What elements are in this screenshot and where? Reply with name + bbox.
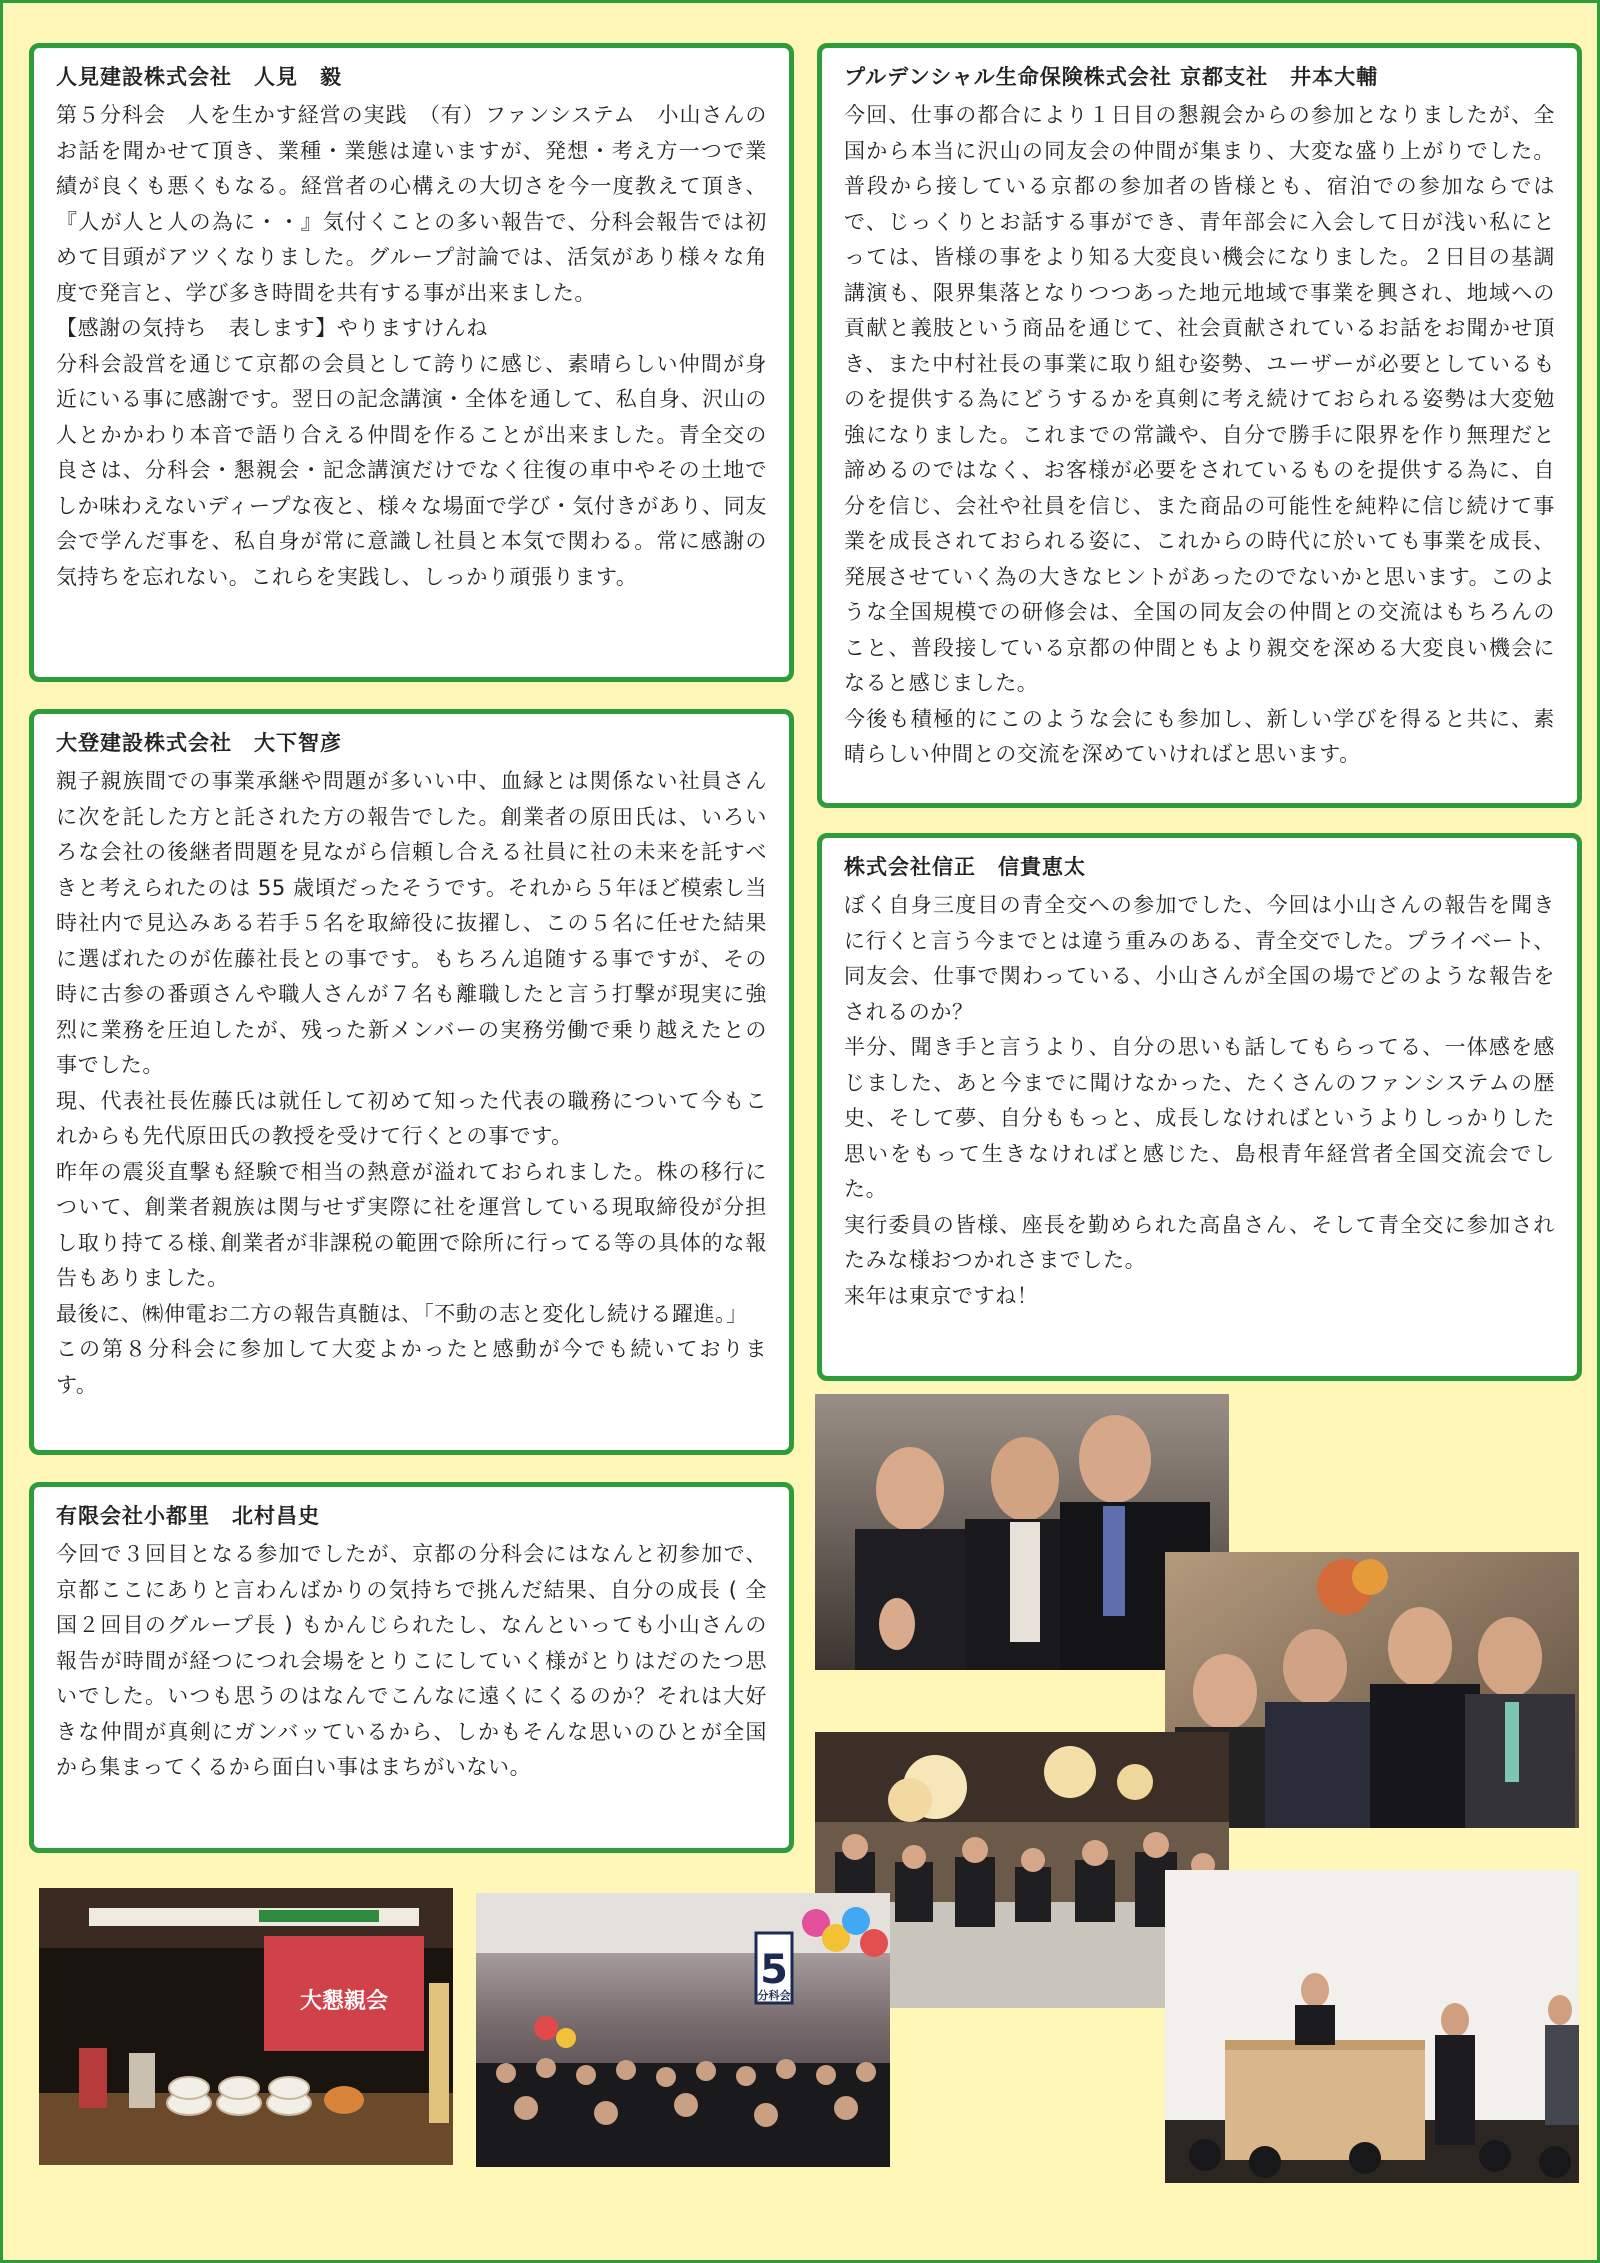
article-paragraph: 来年は東京ですね！ [844, 1283, 1039, 1308]
article-paragraph: 親子親族間での事業承継や問題が多いい中、血縁とは関係ない社員さんに次を託した方と託された方の報告でした。創業者の原田氏は、いろいろな会社の後継者問題を見ながら信頼し合える社員に社の未来を託すべきと考えられたのは 55 歳頃だったそうです。それから５年ほど模索し当時社内で見込みある若手５名を取締役に抜擢し、この５名に任せた結果に選ばれたのが佐藤社長との事です。もちろん追随する事ですが、その時に古参の番頭さんや職人さんが７名も離職したと言う打撃が現実に強烈に業務を圧迫したが、残った新メンバーの実務労働で乗り越えたとの事でした。 [56, 769, 767, 1077]
article-paragraph: 第５分科会 人を生かす経営の実践 （有）ファンシステム 小山さんのお話を聞かせて頂き、業種・業態は違いますが、発想・考え方一つで業績が良くも悪くもなる。経営者の心構えの大切さを今一度教えて頂き、『人が人と人の為に・・』気付くことの多い報告で、分科会報告では初めて目頭がアツくなりました。グループ討論では、活気があり様々な角度で発言と、学び多き時間を共有する事が出来ました。 [56, 103, 767, 305]
article-card-shigi [817, 833, 1582, 1381]
article-paragraph: ぼく自身三度目の青全交への参加でした、今回は小山さんの報告を聞きに行くと言う今までとは違う重みのある、青全交でした。プライベート、同友会、仕事で関わっている、小山さんが全国の場でどのような報告をされるのか？ [844, 893, 1555, 1024]
article-paragraph: 今回で３回目となる参加でしたが、京都の分科会にはなんと初参加で、京都ここにありと言わんばかりの気持ちで挑んだ結果、自分の成長 ( 全国２回目のグループ長 ) もかんじられたし、なんといっても小山さんの報告が時間が経つにつれ会場をとりこにしていく様がとりはだのたつ思いでした。いつも思うのはなんでこんなに遠くにくるのか？それは大好きな仲間が真剣にガンバッているから、しかもそんな思いのひとが全国から集まってくるから面白い事はまちがいない。 [56, 1542, 767, 1779]
stage-ceremony-photo [39, 1888, 453, 2165]
article-card-imoto [817, 43, 1582, 808]
article-paragraph: 最後に、㈱伸電お二方の報告真髄は､「不動の志と変化し続ける躍進｡」 [56, 1301, 748, 1326]
article-paragraph: 今後も積極的にこのような会にも参加し、新しい学びを得ると共に、素晴らしい仲間との交流を深めていければと思います。 [844, 706, 1555, 766]
podium-speech-photo [1165, 1870, 1579, 2183]
article-card-ooshita [29, 709, 794, 1455]
article-title: 有限会社小都里 北村昌史 [56, 1504, 320, 1528]
article-paragraph: 半分、聞き手と言うより、自分の思いも話してもらってる、一体感を感じました、あと今までに聞けなかった、たくさんのファンシステムの歴史、そして夢、自分ももっと、成長しなければというよりしっかりした思いをもって生きなければと感じた、島根青年経営者全国交流会でした。 [844, 1035, 1555, 1201]
article-paragraph: 今回、仕事の都合により１日目の懇親会からの参加となりましたが、全国から本当に沢山の同友会の仲間が集まり、大変な盛り上がりでした。普段から接している京都の参加者の皆様とも、宿泊での参加ならではで、じっくりとお話する事ができ、青年部会に入会して日が浅い私にとっては、皆様の事をより知る大変良い機会になりました。２日目の基調講演も、限界集落となりつつあった地元地域で事業を興され、地域への貢献と義肢という商品を通じて、社会貢献されているお話をお聞かせ頂き、また中村社長の事業に取り組む姿勢、ユーザーが必要としているものを提供する為にどうするかを真剣に考え続けておられる姿勢は大変勉強になりました。これまでの常識や、自分で勝手に限界を作り無理だと諦めるのではなく、お客様が必要をされているものを提供する為に、自分を信じ、会社や社員を信じ、また商品の可能性を純粋に信じ続けて事業を成長されておられる姿に、これからの時代に於いても事業を成長、発展させていく為の大きなヒントがあったのでないかと思います。このような全国規模での研修会は、全国の同友会の仲間との交流はもちろんのこと、普段接している京都の仲間ともより親交を深める大変良い機会になると感じました。 [844, 103, 1555, 695]
article-paragraph: 分科会設営を通じて京都の会員として誇りに感じ、素晴らしい仲間が身近にいる事に感謝です。翌日の記念講演・全体を通して、私自身、沢山の人とかかわり本音で語り合える仲間を作ることが出来ました。青全交の良さは、分科会・懇親会・記念講演だけでなく往復の車中やその土地でしか味わえないディープな夜と、様々な場面で学び・気付きがあり、同友会で学んだ事を、私自身が常に意識し社員と本気で関わる。常に感謝の気持ちを忘れない。これらを実践し、しっかり頑張ります。 [56, 351, 767, 589]
article-title: 人見建設株式会社 人見 毅 [56, 65, 342, 89]
sign-number: 5 [760, 1947, 788, 1993]
article-paragraph: 昨年の震災直撃も経験で相当の熱意が溢れておられました。株の移行について、創業者親族は関与せず実際に社を運営している現取締役が分担し取り持てる様､創業者が非課税の範囲で除所に行ってる等の具体的な報告もありました。 [56, 1159, 767, 1290]
article-title: プルデンシャル生命保険株式会社 京都支社 井本大輔 [844, 65, 1379, 89]
article-paragraph: この第８分科会に参加して大変よかったと感動が今でも続いております。 [56, 1337, 767, 1397]
article-title: 大登建設株式会社 大下智彦 [56, 731, 342, 755]
article-paragraph: 【感謝の気持ち 表します】やりますけんね [56, 316, 488, 340]
article-paragraph: 現、代表社長佐藤氏は就任して初めて知った代表の職務について今もこれからも先代原田氏の教授を受けて行くとの事です。 [56, 1088, 767, 1148]
article-title: 株式会社信正 信貴恵太 [844, 855, 1086, 879]
article-paragraph: 実行委員の皆様、座長を勤められた高畠さん、そして青全交に参加されたみな様おつかれさまでした。 [844, 1212, 1555, 1272]
article-card-hitomi [29, 43, 794, 682]
stage-banner-text: 大懇親会 [299, 1989, 389, 2014]
sign-text: 分科会 [757, 1989, 791, 2002]
crowd-hall-photo [476, 1893, 890, 2167]
article-card-kitamura [29, 1482, 794, 1853]
